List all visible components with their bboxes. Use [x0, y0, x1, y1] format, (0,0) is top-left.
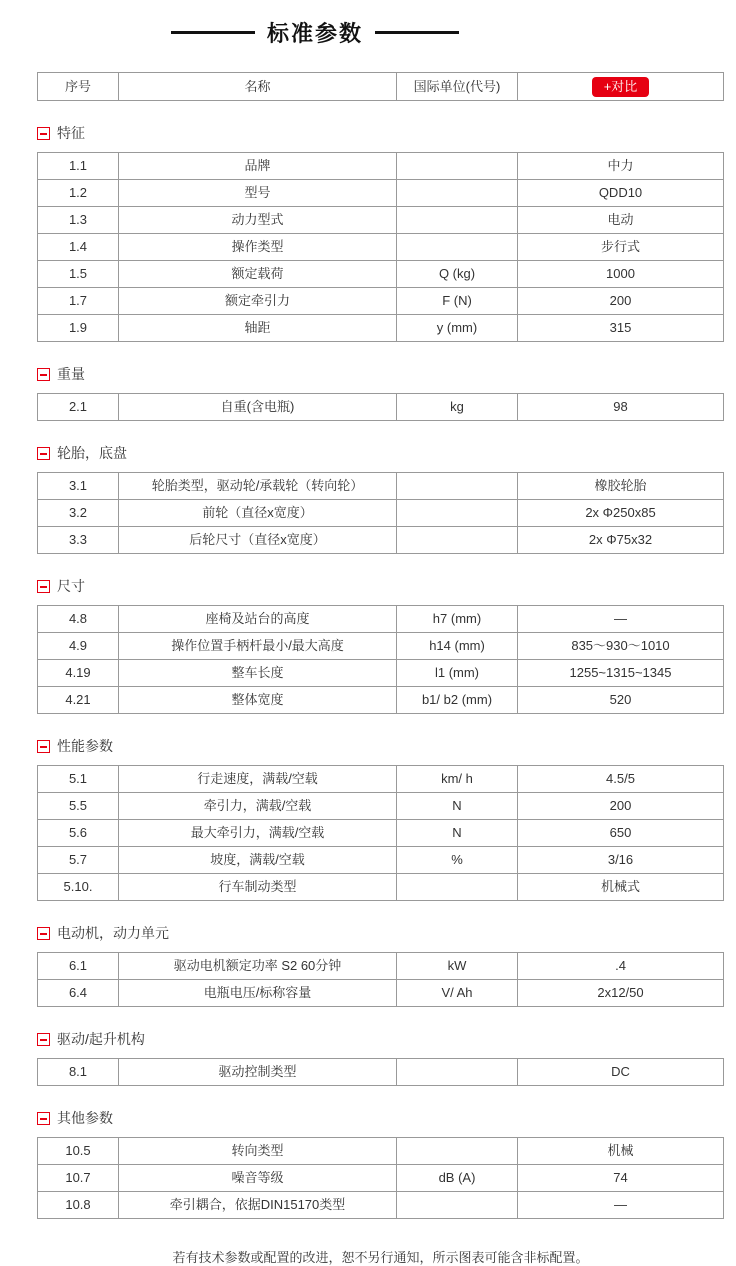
header-row [38, 73, 724, 101]
section-title: 电动机，动力单元 [57, 925, 169, 941]
section-header [37, 923, 724, 943]
table-row [38, 953, 724, 980]
table-row [38, 500, 724, 527]
cell-name: 自重(含电瓶) [119, 394, 397, 421]
cell-name: 操作类型 [119, 234, 397, 261]
table-row [38, 394, 724, 421]
table-row [38, 793, 724, 820]
cell-name: 前轮（直径x宽度） [119, 500, 397, 527]
table-row [38, 687, 724, 714]
cell-name: 后轮尺寸（直径x宽度） [119, 527, 397, 554]
cell-index: 6.1 [38, 953, 119, 980]
cell-index: 5.7 [38, 847, 119, 874]
cell-index: 5.1 [38, 766, 119, 793]
header-cell-unit: 国际单位(代号) [397, 73, 518, 101]
table-row [38, 207, 724, 234]
cell-unit [397, 1059, 518, 1086]
cell-name: 额定载荷 [119, 261, 397, 288]
section-title: 性能参数 [57, 738, 113, 754]
cell-value: — [518, 1192, 724, 1219]
page-title-row [37, 16, 593, 48]
cell-index: 5.5 [38, 793, 119, 820]
table-row [38, 153, 724, 180]
cell-unit: V/ Ah [397, 980, 518, 1007]
cell-index: 1.9 [38, 315, 119, 342]
cell-unit [397, 1192, 518, 1219]
section [37, 443, 724, 554]
section [37, 1029, 724, 1086]
table-row [38, 766, 724, 793]
page-content [37, 16, 724, 1266]
cell-value: 3/16 [518, 847, 724, 874]
section-title: 驱动/起升机构 [57, 1031, 145, 1047]
cell-index: 10.5 [38, 1138, 119, 1165]
cell-unit: y (mm) [397, 315, 518, 342]
collapse-minus-icon[interactable] [37, 368, 50, 381]
table-row [38, 1059, 724, 1086]
cell-unit: h14 (mm) [397, 633, 518, 660]
cell-name: 整体宽度 [119, 687, 397, 714]
section [37, 123, 724, 342]
section-header [37, 123, 724, 143]
cell-value: QDD10 [518, 180, 724, 207]
table-row [38, 234, 724, 261]
cell-index: 6.4 [38, 980, 119, 1007]
cell-value: 1000 [518, 261, 724, 288]
section-header [37, 576, 724, 596]
section [37, 923, 724, 1007]
spec-table [37, 952, 724, 1007]
spec-table [37, 1137, 724, 1219]
sections [37, 123, 724, 1219]
cell-index: 1.2 [38, 180, 119, 207]
cell-index: 4.21 [38, 687, 119, 714]
cell-name: 最大牵引力，满载/空载 [119, 820, 397, 847]
cell-unit [397, 874, 518, 901]
cell-index: 1.3 [38, 207, 119, 234]
cell-unit [397, 153, 518, 180]
cell-index: 1.7 [38, 288, 119, 315]
table-row [38, 633, 724, 660]
cell-unit [397, 500, 518, 527]
table-row [38, 980, 724, 1007]
cell-unit [397, 234, 518, 261]
section-header [37, 1108, 724, 1128]
collapse-minus-icon[interactable] [37, 927, 50, 940]
compare-button[interactable]: +对比 [592, 77, 650, 97]
cell-value: 电动 [518, 207, 724, 234]
spec-table [37, 605, 724, 714]
cell-value: 315 [518, 315, 724, 342]
table-row [38, 315, 724, 342]
section-header [37, 1029, 724, 1049]
table-row [38, 660, 724, 687]
cell-name: 操作位置手柄杆最小/最大高度 [119, 633, 397, 660]
cell-unit [397, 180, 518, 207]
cell-index: 1.1 [38, 153, 119, 180]
section-header [37, 736, 724, 756]
cell-name: 型号 [119, 180, 397, 207]
table-row [38, 1138, 724, 1165]
cell-unit: F (N) [397, 288, 518, 315]
section [37, 1108, 724, 1219]
cell-index: 2.1 [38, 394, 119, 421]
title-line-right [375, 31, 459, 34]
section-title: 其他参数 [57, 1110, 113, 1126]
cell-name: 噪音等级 [119, 1165, 397, 1192]
cell-value: 200 [518, 793, 724, 820]
section [37, 736, 724, 901]
table-row [38, 820, 724, 847]
cell-value: 1255~1315~1345 [518, 660, 724, 687]
cell-unit: N [397, 820, 518, 847]
cell-value: 835～930～1010 [518, 633, 724, 660]
cell-name: 动力型式 [119, 207, 397, 234]
cell-name: 转向类型 [119, 1138, 397, 1165]
footer-note: 若有技术参数或配置的改进，恕不另行通知，所示图表可能含非标配置。 [172, 1250, 589, 1265]
table-row [38, 261, 724, 288]
table-row [38, 606, 724, 633]
collapse-minus-icon[interactable] [37, 447, 50, 460]
cell-value: 520 [518, 687, 724, 714]
table-row [38, 288, 724, 315]
table-row [38, 527, 724, 554]
cell-value: — [518, 606, 724, 633]
spec-table [37, 152, 724, 342]
header-cell-no: 序号 [38, 73, 119, 101]
cell-unit: h7 (mm) [397, 606, 518, 633]
section-title: 尺寸 [57, 578, 85, 594]
cell-name: 品牌 [119, 153, 397, 180]
table-row [38, 473, 724, 500]
section [37, 576, 724, 714]
collapse-minus-icon[interactable] [37, 1112, 50, 1125]
cell-unit [397, 207, 518, 234]
section [37, 364, 724, 421]
cell-index: 1.5 [38, 261, 119, 288]
cell-value: 机械式 [518, 874, 724, 901]
collapse-minus-icon[interactable] [37, 127, 50, 140]
cell-unit: kg [397, 394, 518, 421]
section-title: 重量 [57, 366, 85, 382]
spec-table [37, 1058, 724, 1086]
cell-value: 200 [518, 288, 724, 315]
header-cell-compare [518, 73, 724, 101]
table-row [38, 1165, 724, 1192]
cell-unit: dB (A) [397, 1165, 518, 1192]
header-cell-name: 名称 [119, 73, 397, 101]
cell-name: 轮胎类型，驱动轮/承载轮（转向轮） [119, 473, 397, 500]
spec-table [37, 765, 724, 901]
cell-name: 牵引耦合，依据DIN15170类型 [119, 1192, 397, 1219]
cell-unit: % [397, 847, 518, 874]
table-row [38, 180, 724, 207]
cell-index: 4.9 [38, 633, 119, 660]
table-row [38, 847, 724, 874]
cell-index: 8.1 [38, 1059, 119, 1086]
cell-index: 5.10. [38, 874, 119, 901]
section-title: 轮胎，底盘 [57, 445, 127, 461]
cell-name: 行车制动类型 [119, 874, 397, 901]
cell-value: 步行式 [518, 234, 724, 261]
cell-unit [397, 1138, 518, 1165]
cell-unit: Q (kg) [397, 261, 518, 288]
cell-name: 牵引力，满载/空载 [119, 793, 397, 820]
section-header [37, 443, 724, 463]
cell-index: 4.19 [38, 660, 119, 687]
section-title: 特征 [57, 125, 85, 141]
cell-name: 驱动电机额定功率 S2 60分钟 [119, 953, 397, 980]
cell-index: 1.4 [38, 234, 119, 261]
cell-unit [397, 473, 518, 500]
cell-index: 3.1 [38, 473, 119, 500]
cell-name: 整车长度 [119, 660, 397, 687]
table-row [38, 874, 724, 901]
collapse-minus-icon[interactable] [37, 740, 50, 753]
cell-index: 3.3 [38, 527, 119, 554]
cell-value: 中力 [518, 153, 724, 180]
spec-table [37, 393, 724, 421]
cell-index: 10.7 [38, 1165, 119, 1192]
cell-value: 2x12/50 [518, 980, 724, 1007]
cell-unit: l1 (mm) [397, 660, 518, 687]
cell-unit: N [397, 793, 518, 820]
cell-value: 橡胶轮胎 [518, 473, 724, 500]
cell-name: 驱动控制类型 [119, 1059, 397, 1086]
cell-value: 4.5/5 [518, 766, 724, 793]
collapse-minus-icon[interactable] [37, 580, 50, 593]
cell-value: 2x Φ75x32 [518, 527, 724, 554]
collapse-minus-icon[interactable] [37, 1033, 50, 1046]
cell-name: 轴距 [119, 315, 397, 342]
table-row [38, 1192, 724, 1219]
cell-index: 3.2 [38, 500, 119, 527]
cell-index: 5.6 [38, 820, 119, 847]
cell-value: 74 [518, 1165, 724, 1192]
cell-value: 2x Φ250x85 [518, 500, 724, 527]
cell-value: 98 [518, 394, 724, 421]
cell-name: 坡度，满载/空载 [119, 847, 397, 874]
cell-value: DC [518, 1059, 724, 1086]
cell-index: 10.8 [38, 1192, 119, 1219]
cell-value: .4 [518, 953, 724, 980]
params-header-table [37, 72, 724, 101]
cell-name: 额定牵引力 [119, 288, 397, 315]
cell-unit: km/ h [397, 766, 518, 793]
title-line-left [171, 31, 255, 34]
cell-name: 电瓶电压/标称容量 [119, 980, 397, 1007]
spec-table [37, 472, 724, 554]
cell-value: 650 [518, 820, 724, 847]
cell-unit: b1/ b2 (mm) [397, 687, 518, 714]
cell-unit: kW [397, 953, 518, 980]
cell-unit [397, 527, 518, 554]
cell-name: 行走速度，满载/空载 [119, 766, 397, 793]
cell-value: 机械 [518, 1138, 724, 1165]
section-header [37, 364, 724, 384]
cell-index: 4.8 [38, 606, 119, 633]
cell-name: 座椅及站台的高度 [119, 606, 397, 633]
page-title: 标准参数 [266, 20, 363, 46]
